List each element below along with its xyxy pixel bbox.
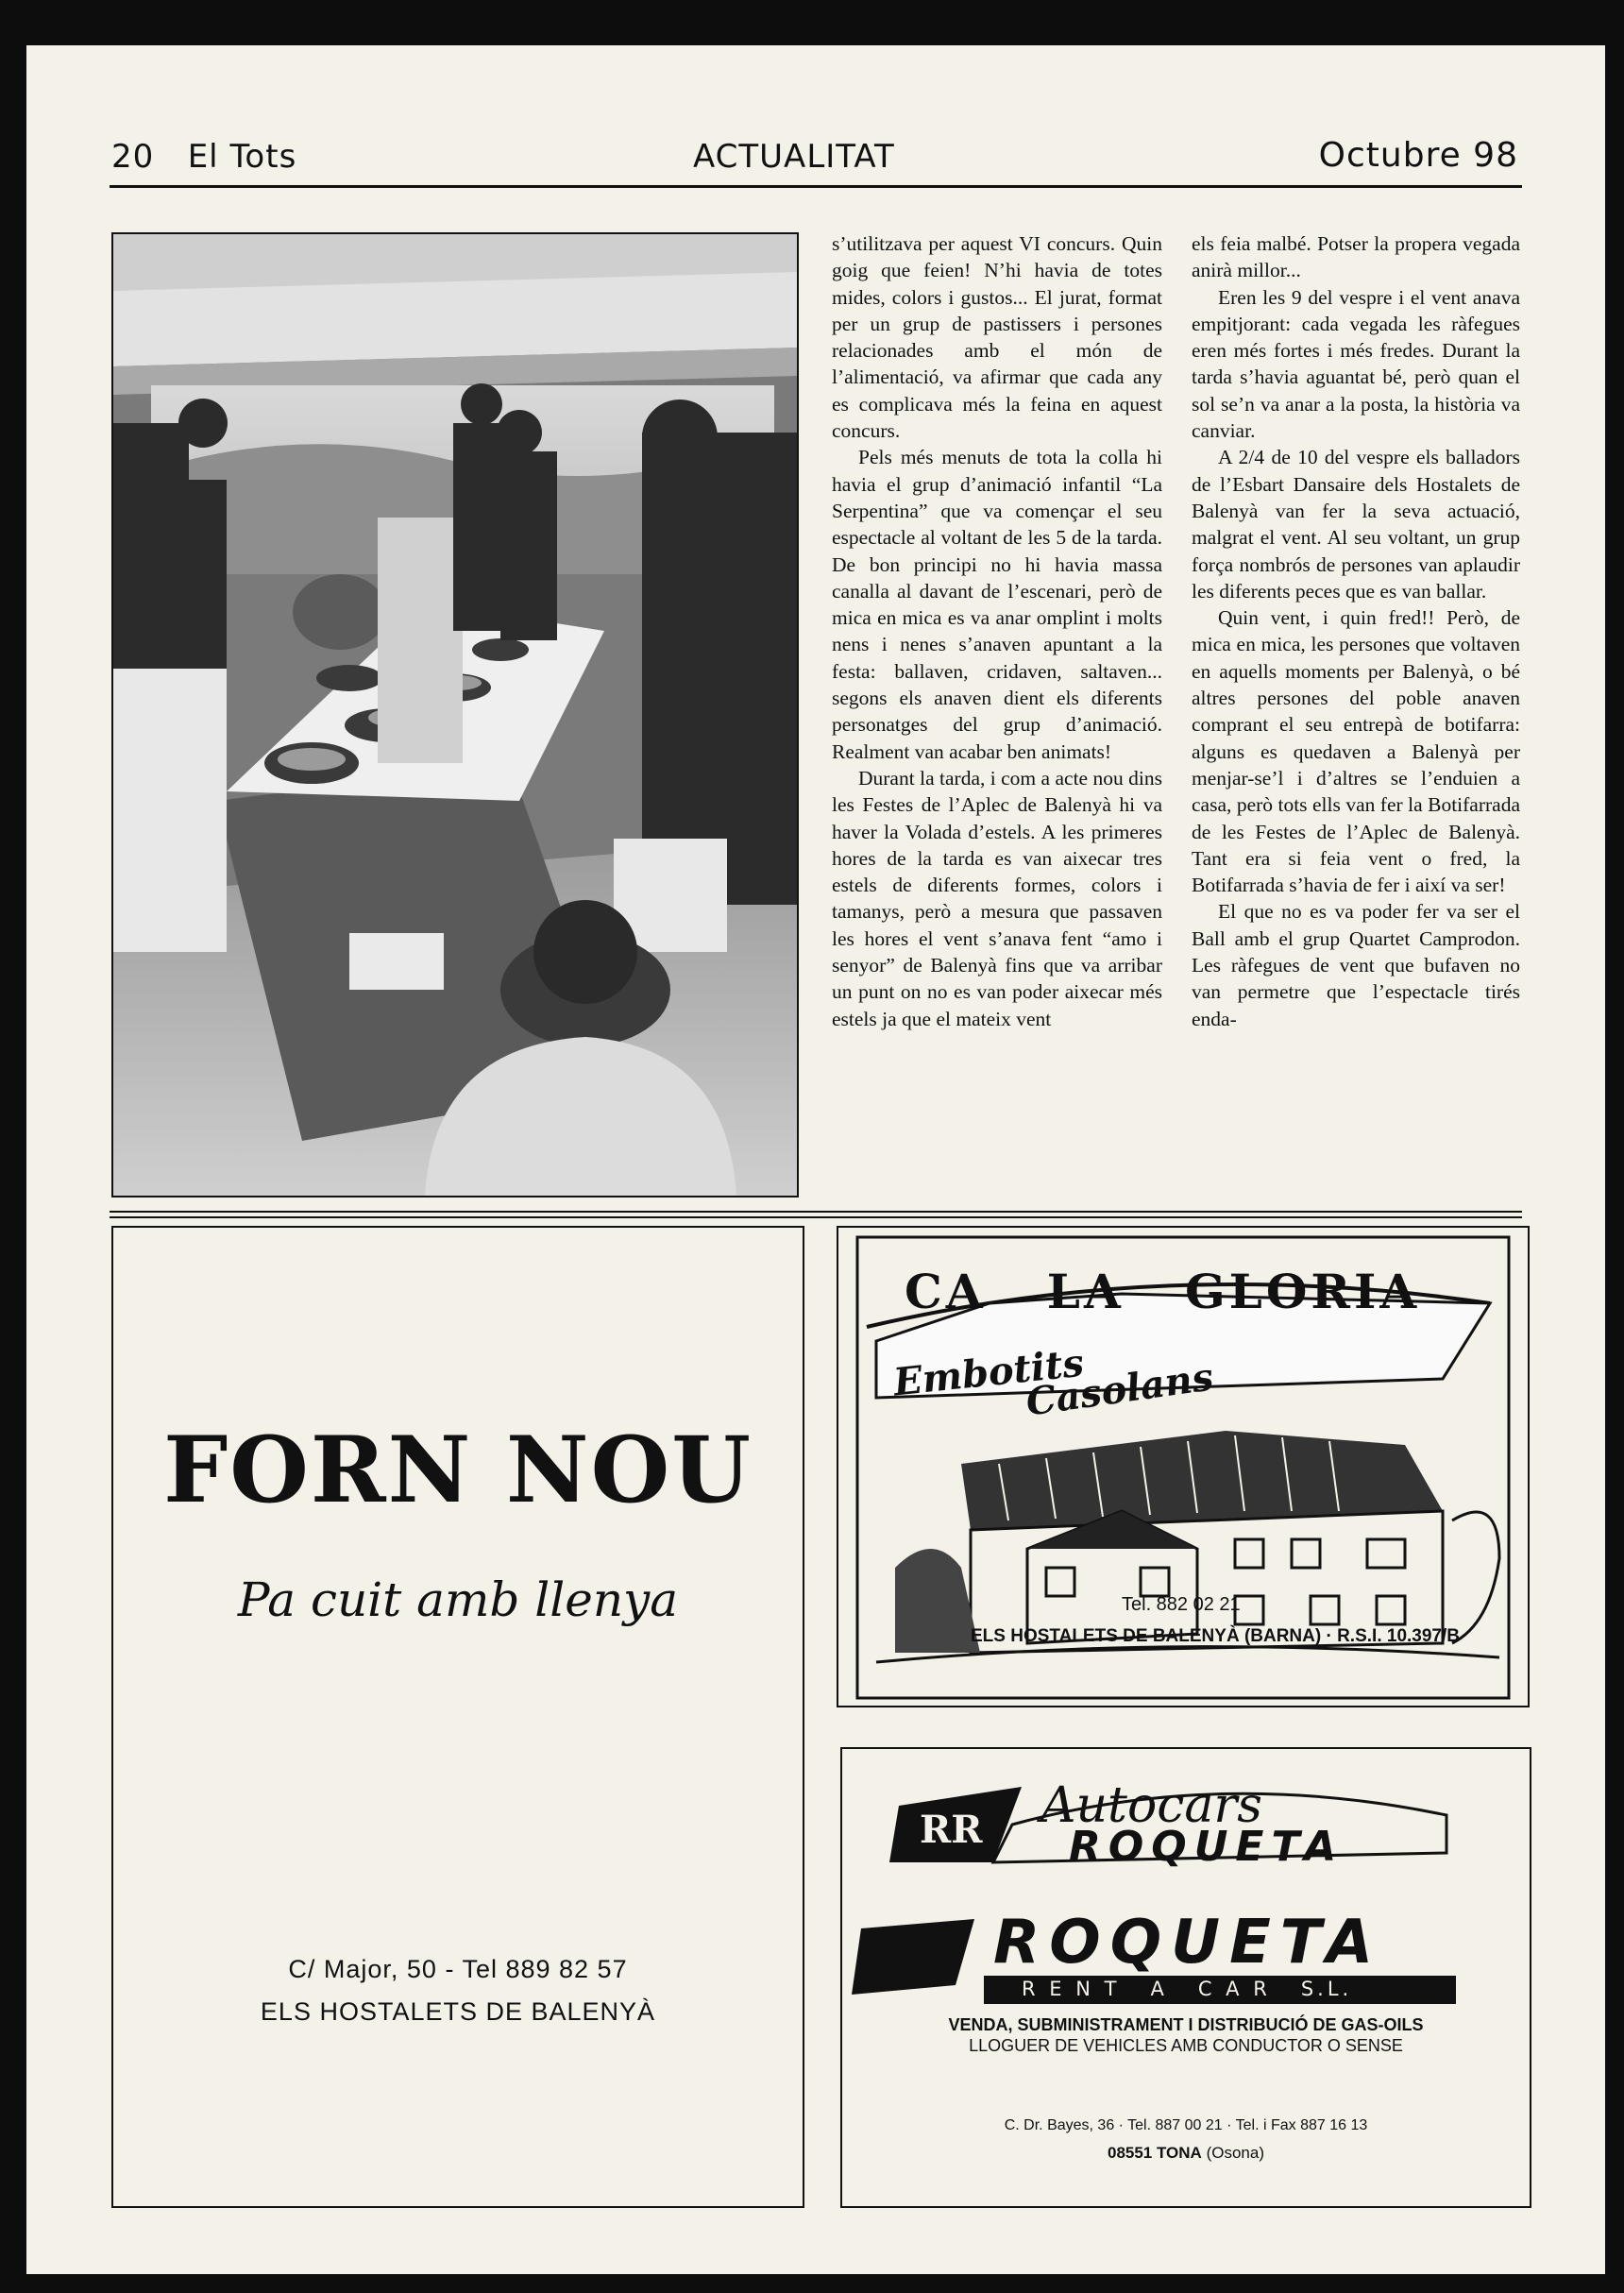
paragraph: Quin vent, i quin fred!! Però, de mica en mica, les persones que voltaven en aquells moments per Balenyà, o bé altres persones del poble anaven comprant el seu entrepà de botifarra: alguns es quedaven a Balenyà per menjar-se’l i d’altres se l’enduien a casa, però tots ells van fer la Botifarrada de les Festes de l’Aplec de Balenyà. Tant era si feia vent o fred, la Botifarrada s’havia de fer i així va ser! [1192, 606, 1520, 897]
paragraph: Durant la tarda, i com a acte nou dins les Festes de l’Aplec de Balenyà hi va haver la Volada d’estels. A les primeres hores de la tarda es van aixecar tres estels de diferents formes, colors i tamanys, però a mesura que passaven les hores el vent s’anava fent “amo i senyor” de Balenyà fins que va arribar un punt on no es van poder aixecar més estels ja que el mateix vent [832, 766, 1162, 1030]
paragraph: Eren les 9 del vespre i el vent anava empitjorant: cada vegada les ràfegues eren més fortes i més fredes. Durant la tarda s’havia aguantat bé, però quan el sol se’n va anar a la posta, la història va canviar. [1192, 285, 1520, 443]
forn-nou-address: C/ Major, 50 - Tel 889 82 57 [288, 1955, 628, 1983]
ads-rule-bottom [110, 1216, 1522, 1218]
forn-nou-town: ELS HOSTALETS DE BALENYÀ [260, 1997, 656, 2026]
roqueta-logo-mark: RR [920, 1808, 983, 1852]
roqueta-town: 08551 TONA [1107, 2144, 1202, 2162]
ad-ca-la-gloria [837, 1226, 1530, 1707]
photo-image [113, 234, 797, 1196]
forn-nou-name: FORN NOU [163, 1417, 753, 1523]
issue-date: Octubre 98 [1318, 136, 1518, 175]
roqueta-rent-name: ROQUETA [993, 1908, 1382, 1978]
header-rule [110, 185, 1522, 188]
article-column-2 [1192, 230, 1520, 1032]
paragraph: A 2/4 de 10 del vespre els balladors de l’Esbart Dansaire dels Hostalets de Balenyà van fer la seva actuació, malgrat el vent. Al seu voltant, un grup força nombrós de persones van aplaudir les diferents peces que es van ballar. [1192, 446, 1520, 603]
publication-name: El Tots [187, 138, 297, 176]
header-left [111, 138, 296, 176]
paragraph: els feia malbé. Potser la propera vegada anirà millor... [1192, 232, 1520, 282]
gloria-script-1: Embotits [891, 1340, 1087, 1405]
gloria-script-2: Casolans [1023, 1354, 1216, 1425]
paragraph: Pels més menuts de tota la colla hi havia el grup d’animació infantil “La Serpentina” que va començar el seu espectacle al voltant de les 5 de la tarda. De bon principi no hi havia massa canalla al davant de l’escenari, però de mica en mica es va anar omplint i molts nens i nenes s’anaven apuntant a la festa: ballaven, cridaven, saltaven... segons els anaven dient els diferents personatges del grup d’animació. Realment van acabar ben animats! [832, 446, 1162, 763]
page-header [111, 132, 1518, 185]
ad-forn-nou [111, 1226, 804, 2208]
event-photo [111, 232, 799, 1197]
roqueta-address: C. Dr. Bayes, 36 · Tel. 887 00 21 · Tel. i Fax 887 16 13 [1004, 2117, 1368, 2133]
roqueta-line-2: LLOGUER DE VEHICLES AMB CONDUCTOR O SENSE [969, 2036, 1403, 2055]
forn-nou-slogan: Pa cuit amb llenya [237, 1572, 679, 1627]
roqueta-autocars-script: Autocars [1040, 1777, 1262, 1834]
ad-roqueta [840, 1747, 1531, 2208]
article-column-1 [832, 230, 1162, 1032]
roqueta-region: (Osona) [1206, 2144, 1264, 2162]
page-number: 20 [111, 138, 155, 176]
roqueta-town-line [842, 2144, 1530, 2163]
gloria-footer: ELS HOSTALETS DE BALENYÀ (BARNA) · R.S.I. 10.397/B [971, 1626, 1460, 1646]
gloria-sign [867, 1254, 1485, 1339]
ads-rule-top [110, 1211, 1522, 1213]
section-title: ACTUALITAT [693, 138, 895, 176]
roqueta-rent-sub: R E N T A C A R S.L. [1022, 1978, 1353, 2000]
gloria-phone: Tel. 882 02 21 [1122, 1594, 1241, 1615]
paragraph: El que no es va poder fer va ser el Ball amb el grup Quartet Camprodon. Les ràfegues de vent que bufaven no van permetre que l’espectacle tirés enda- [1192, 900, 1520, 1030]
roqueta-autocars-name: ROQUETA [1069, 1823, 1345, 1871]
roqueta-line-1: VENDA, SUBMINISTRAMENT I DISTRIBUCIÓ DE GAS-OILS [948, 2015, 1424, 2034]
gloria-sign-title: CA LA GLORIA [905, 1264, 1421, 1319]
paragraph: s’utilitzava per aquest VI concurs. Quin goig que feien! N’hi havia de totes mides, colors i gustos... El jurat, format per un grup de pastissers i persones relacionades amb el món de l’alimentació, va afirmar que cada any es complicava més la feina en aquest concurs. [832, 232, 1162, 443]
